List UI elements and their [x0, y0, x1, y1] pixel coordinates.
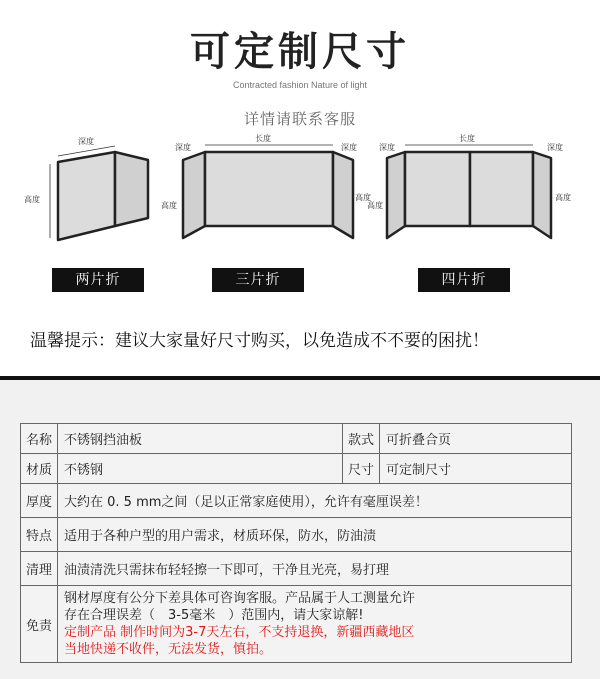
four-panel-diagram: [367, 130, 580, 250]
depth-left-label: 深度: [175, 143, 191, 152]
material-value: 不锈钢: [58, 454, 343, 484]
name-label: 名称: [21, 424, 58, 454]
table-row: [21, 484, 572, 518]
depth-label: 深度: [78, 137, 94, 146]
table-row: [21, 518, 572, 552]
page-subtitle: Contracted fashion Nature of light: [232, 80, 368, 90]
disclaimer-label: 免责: [21, 586, 58, 663]
style-value: 可折叠合页: [380, 424, 572, 454]
clean-value: 油渍清洗只需抹布轻轻擦一下即可，干净且光亮，易打理: [58, 552, 572, 586]
table-row: [21, 586, 572, 663]
height-label: 高度: [24, 195, 40, 204]
thickness-label: 厚度: [21, 484, 58, 518]
thickness-value: 大约在 0. 5 mm之间（足以正常家庭使用），允许有毫厘误差！: [58, 484, 572, 518]
height-left-label: 高度: [367, 201, 383, 210]
spec-table: [20, 423, 572, 663]
two-fold-tag: 两片折: [52, 268, 144, 292]
feature-label: 特点: [21, 518, 58, 552]
name-value: 不锈钢挡油板: [58, 424, 343, 454]
depth-right-label: 深度: [341, 143, 357, 152]
contact-service-note: 详情请联系客服: [243, 110, 356, 128]
warm-tip: 温馨提示：建议大家量好尺寸购买，以免造成不不要的困扰！: [30, 331, 489, 351]
depth-right-label: 深度: [547, 143, 563, 152]
clean-label: 清理: [21, 552, 58, 586]
disclaimer-warning-line: 定制产品 制作时间为3-7天左右，不支持退换，新疆西藏地区: [64, 625, 415, 640]
length-label: 长度: [459, 134, 475, 143]
material-label: 材质: [21, 454, 58, 484]
disclaimer-warning-line: 当地快递不收件，无法发货，慎拍。: [64, 642, 273, 657]
three-panel-diagram: [161, 130, 371, 250]
table-row: [21, 454, 572, 484]
three-fold-tag: 三片折: [212, 268, 304, 292]
depth-left-label: 深度: [379, 143, 395, 152]
feature-value: 适用于各种户型的用户需求，材质环保，防水，防油渍: [58, 518, 572, 552]
height-right-label: 高度: [555, 193, 571, 202]
table-row: [21, 424, 572, 454]
page-title: 可定制尺寸: [190, 29, 410, 75]
disclaimer-line: 存在合理误差（ 3-5毫米 ）范围内，请大家谅解!: [64, 608, 364, 623]
disclaimer-value: [58, 586, 572, 663]
height-right-label: 高度: [355, 193, 371, 202]
table-row: [21, 552, 572, 586]
size-label: 尺寸: [343, 454, 380, 484]
two-panel-diagram: [20, 130, 170, 250]
disclaimer-line: 钢材厚度有公分下差具体可咨询客服。产品属于人工测量允许: [64, 591, 416, 606]
four-fold-tag: 四片折: [418, 268, 510, 292]
style-label: 款式: [343, 424, 380, 454]
height-left-label: 高度: [161, 201, 177, 210]
size-value: 可定制尺寸: [380, 454, 572, 484]
length-label: 长度: [255, 134, 271, 143]
